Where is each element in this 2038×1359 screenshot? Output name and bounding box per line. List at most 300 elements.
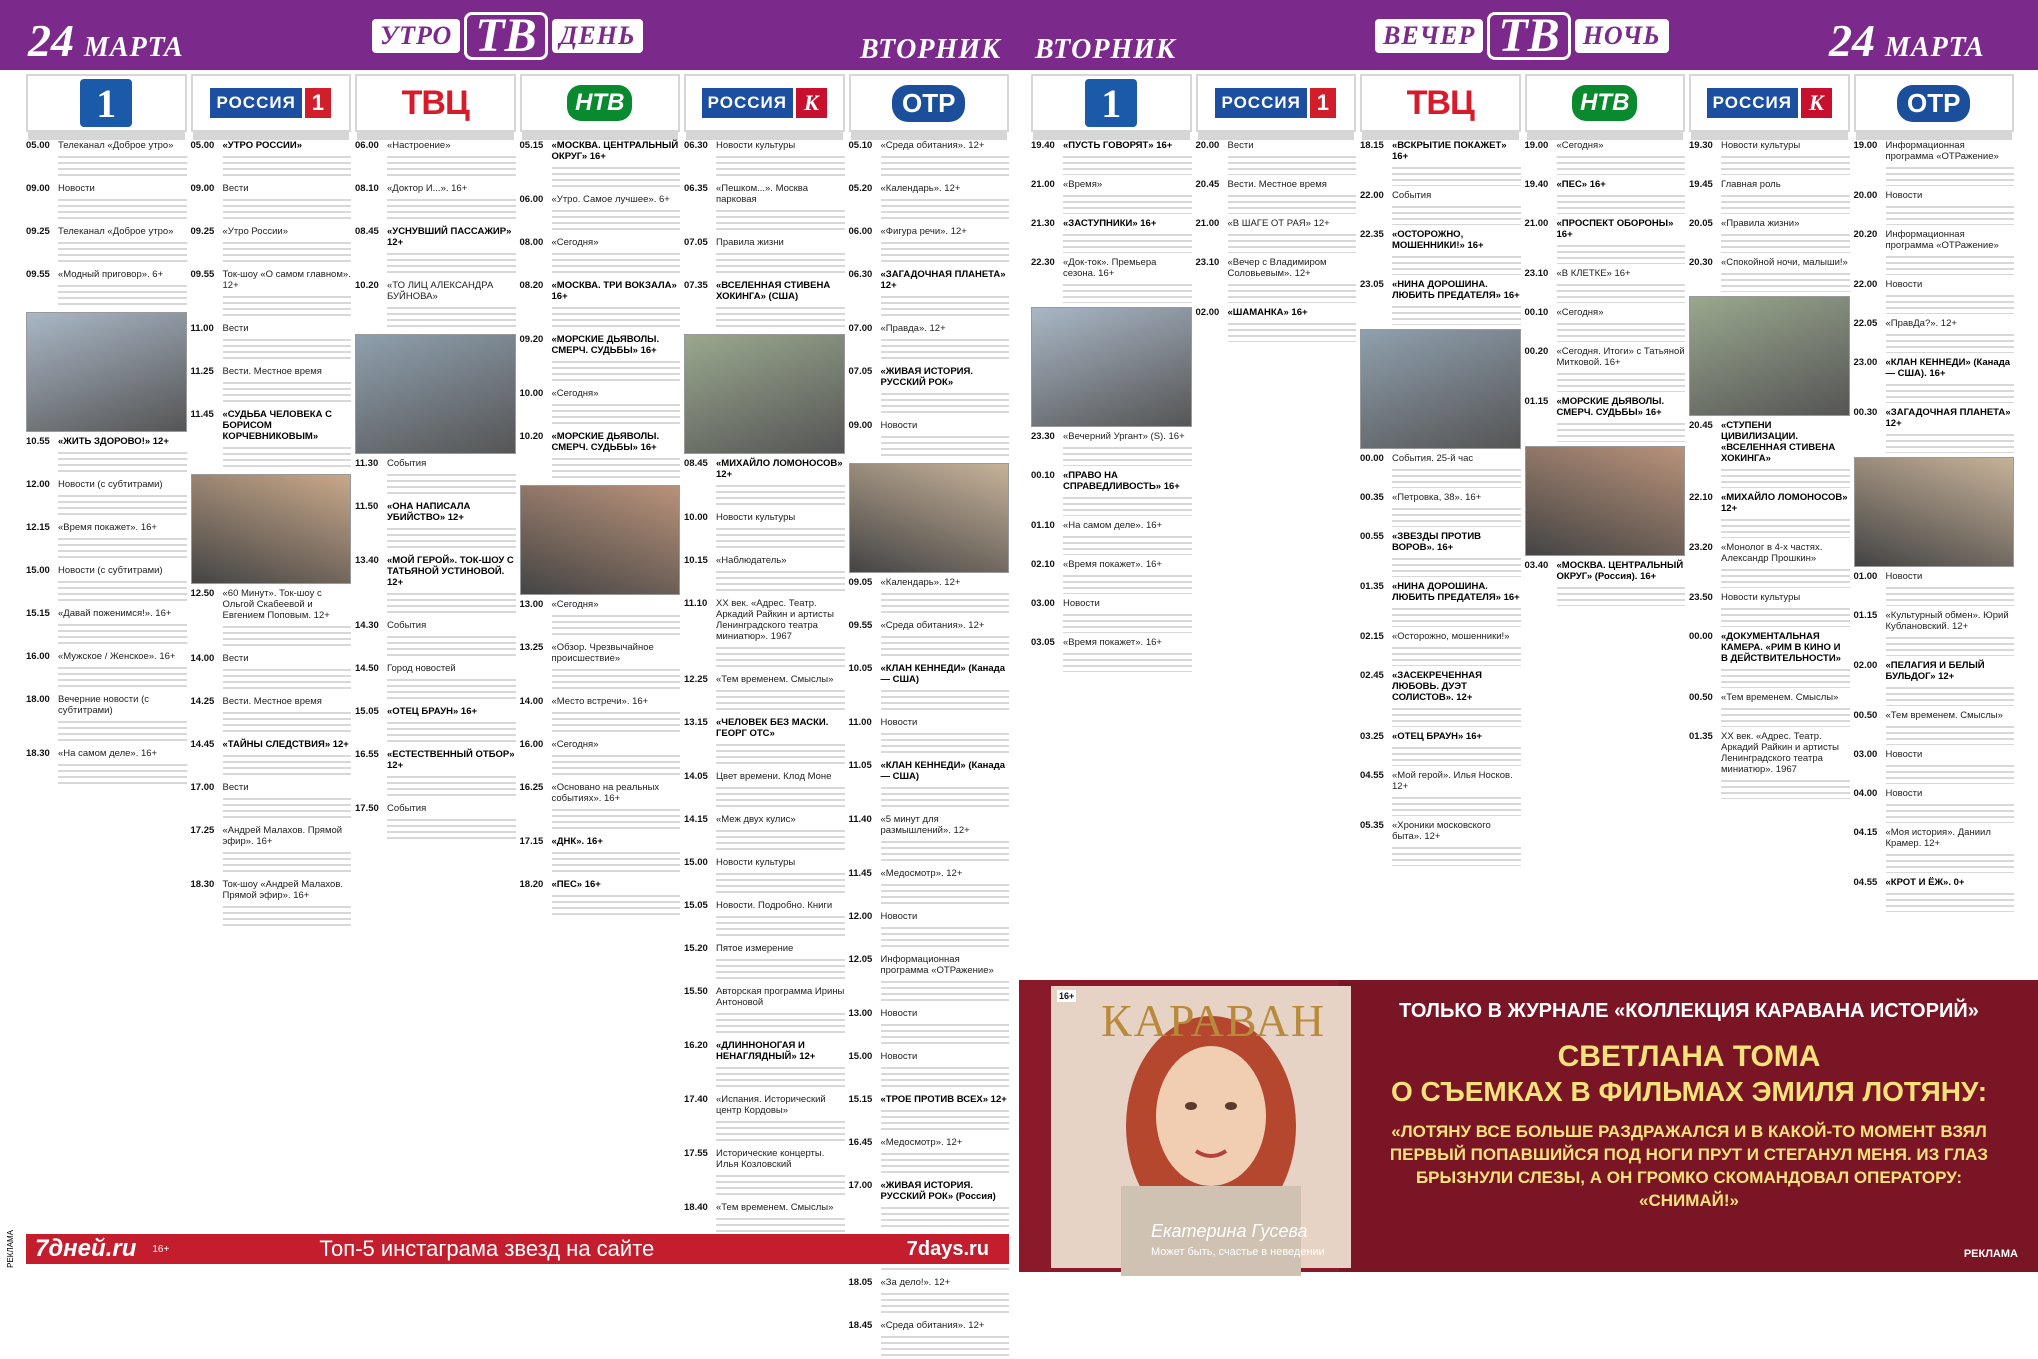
left-page [0, 0, 1019, 1331]
programme-photo [1525, 446, 1686, 556]
schedule-item[interactable] [684, 512, 845, 523]
schedule-time: 17.00 [190, 782, 215, 793]
schedule-title: «ПРОСПЕКТ ОБОРОНЫ» 16+ [1556, 218, 1674, 240]
schedule-item[interactable] [684, 1202, 845, 1213]
description-block [881, 838, 1010, 864]
schedule-time: 05.15 [519, 140, 544, 151]
channel-logo-rossiya1 [191, 74, 352, 132]
schedule-item[interactable] [355, 803, 516, 814]
schedule-time: 11.30 [355, 458, 379, 469]
description-block [58, 492, 187, 518]
schedule-item[interactable] [191, 588, 352, 621]
schedule-item[interactable] [26, 226, 187, 237]
description-block [1557, 420, 1686, 442]
schedule-item[interactable] [1854, 610, 2015, 632]
schedule-item[interactable] [191, 825, 352, 847]
rossiyak-logo-icon: РОССИЯ К [702, 88, 827, 118]
schedule-item[interactable] [520, 879, 681, 890]
schedule-item[interactable] [355, 706, 516, 717]
schedule-title: Новости культуры [716, 140, 796, 151]
schedule-time: 02.10 [1031, 559, 1055, 570]
programme-photo [26, 312, 187, 432]
schedule-time: 06.30 [848, 269, 873, 280]
schedule-item[interactable] [520, 642, 681, 664]
schedule-time: 18.45 [848, 1320, 873, 1331]
schedule-item[interactable] [191, 366, 352, 377]
description-block [552, 304, 681, 330]
schedule-item[interactable] [26, 140, 187, 151]
description-block [1392, 794, 1521, 816]
schedule-time: 00.35 [1360, 492, 1384, 503]
schedule-item[interactable] [1689, 731, 1850, 775]
schedule-item[interactable] [684, 1148, 845, 1170]
schedule-item[interactable] [684, 555, 845, 566]
footer-url[interactable]: 7days.ru [906, 1237, 989, 1260]
description-block [223, 379, 352, 405]
schedule-item[interactable] [1196, 307, 1357, 318]
description-block [58, 282, 187, 308]
schedule-item[interactable] [1360, 631, 1521, 642]
schedule-time: 13.00 [848, 1008, 873, 1019]
schedule-item[interactable] [355, 555, 516, 588]
schedule-item[interactable] [1360, 820, 1521, 842]
schedule-item[interactable] [1689, 542, 1850, 564]
schedule-item[interactable] [1689, 140, 1850, 151]
schedule-item[interactable] [1854, 407, 2015, 429]
description-block [1392, 555, 1521, 577]
schedule-item[interactable] [520, 836, 681, 847]
schedule-item[interactable] [1360, 279, 1521, 301]
schedule-item[interactable] [1854, 660, 2015, 682]
channel-logo-otr [1854, 74, 2015, 132]
schedule-item[interactable] [1360, 731, 1521, 742]
schedule-item[interactable] [1525, 218, 1686, 240]
schedule-time: 08.00 [519, 237, 544, 248]
description-block [1557, 242, 1686, 264]
description-block [1886, 851, 2015, 873]
schedule-title: Новости [58, 183, 95, 194]
description-block [1886, 203, 2015, 225]
schedule-item[interactable] [26, 748, 187, 759]
schedule-title: «ЗАСТУПНИКИ» 16+ [1063, 218, 1157, 229]
schedule-title: «ШАМАНКА» 16+ [1227, 307, 1308, 318]
schedule-title: «Сегодня» [551, 739, 599, 750]
ntv-logo-icon: НТВ [567, 85, 632, 121]
schedule-item[interactable] [849, 663, 1010, 685]
schedule-item[interactable] [1360, 453, 1521, 464]
schedule-time: 05.00 [190, 140, 215, 151]
schedule-item[interactable] [1854, 318, 2015, 329]
description-block [1557, 153, 1686, 175]
schedule-item[interactable] [1196, 179, 1357, 190]
schedule-title: «Давай поженимся!». 16+ [58, 608, 172, 619]
schedule-item[interactable] [684, 986, 845, 1008]
schedule-item[interactable] [1360, 670, 1521, 703]
schedule-title: «ОНА НАПИСАЛА УБИЙСТВО» 12+ [387, 501, 471, 523]
schedule-item[interactable] [1525, 560, 1686, 582]
description-block [223, 196, 352, 222]
schedule-item[interactable] [26, 183, 187, 194]
schedule-time: 12.00 [26, 479, 50, 490]
schedule-item[interactable] [684, 183, 845, 205]
schedule-title: «Модный приговор». 6+ [58, 269, 164, 280]
schedule-title: Вести. Местное время [222, 696, 322, 707]
programme-photo [1360, 329, 1521, 449]
schedule-title: «Правила жизни» [1721, 218, 1800, 229]
schedule-item[interactable] [1031, 559, 1192, 570]
description-block [881, 633, 1010, 659]
schedule-item[interactable] [1031, 431, 1192, 442]
schedule-time: 10.55 [26, 436, 50, 447]
schedule-item[interactable] [849, 577, 1010, 588]
schedule-item[interactable] [684, 598, 845, 642]
description-block [881, 1333, 1010, 1359]
channel-logo-tvc [1360, 74, 1521, 132]
schedule-item[interactable] [1854, 279, 2015, 290]
description-block [881, 1204, 1010, 1230]
schedule-column [26, 140, 187, 1210]
schedule-title: «Медосмотр». 12+ [880, 1137, 963, 1148]
schedule-title: «Меж двух кулис» [716, 814, 796, 825]
schedule-item[interactable] [1854, 749, 2015, 760]
schedule-column [1854, 140, 2015, 970]
schedule-item[interactable] [849, 1137, 1010, 1148]
channel-logo-ntv [520, 74, 681, 132]
schedule-time: 00.00 [1360, 453, 1384, 464]
schedule-item[interactable] [191, 653, 352, 664]
schedule-item[interactable] [1031, 520, 1192, 531]
schedule-time: 15.00 [26, 565, 50, 576]
schedule-item[interactable] [520, 782, 681, 804]
schedule-item[interactable] [1031, 218, 1192, 229]
schedule-item[interactable] [520, 739, 681, 750]
schedule-item[interactable] [520, 237, 681, 248]
description-block [881, 1150, 1010, 1176]
schedule-item[interactable] [520, 696, 681, 707]
schedule-item[interactable] [849, 1320, 1010, 1331]
description-block [716, 827, 845, 853]
schedule-item[interactable] [684, 1040, 845, 1062]
programme-photo [1031, 307, 1192, 427]
schedule-item[interactable] [520, 431, 681, 453]
schedule-title: Новости [880, 1051, 918, 1062]
description-block [1228, 281, 1357, 303]
schedule-item[interactable] [684, 717, 845, 739]
schedule-item[interactable] [1360, 531, 1521, 553]
schedule-item[interactable] [1360, 190, 1521, 201]
schedule-item[interactable] [849, 717, 1010, 728]
schedule-title: «ПравДа?». 12+ [1885, 318, 1957, 329]
schedule-item[interactable] [684, 458, 845, 480]
schedule-time: 01.15 [1853, 610, 1878, 621]
schedule-item[interactable] [684, 237, 845, 248]
schedule-title: «ЖИТЬ ЗДОРОВО!» 12+ [58, 436, 169, 447]
description-block [387, 153, 516, 179]
schedule-item[interactable] [191, 696, 352, 707]
description-block [223, 849, 352, 875]
description-block [1228, 192, 1357, 214]
schedule-item[interactable] [684, 857, 845, 868]
schedule-item[interactable] [26, 436, 187, 447]
description-block [387, 773, 516, 799]
schedule-time: 23.50 [1689, 592, 1713, 603]
schedule-title: Новости культуры [1721, 140, 1801, 151]
schedule-item[interactable] [849, 1094, 1010, 1105]
schedule-title: Главная роль [1721, 179, 1781, 190]
schedule-item[interactable] [1689, 631, 1850, 664]
schedule-title: «ОСТОРОЖНО, МОШЕННИКИ!» 16+ [1392, 229, 1484, 251]
schedule-title: «ПЕЛАГИЯ И БЕЛЫЙ БУЛЬДОГ» 12+ [1885, 660, 1985, 682]
schedule-time: 09.55 [190, 269, 215, 280]
schedule-time: 11.45 [190, 409, 214, 420]
schedule-item[interactable] [1689, 692, 1850, 703]
description-block [1721, 466, 1850, 488]
schedule-item[interactable] [520, 280, 681, 302]
schedule-item[interactable] [1196, 257, 1357, 279]
schedule-time: 11.50 [355, 501, 379, 512]
schedule-item[interactable] [191, 782, 352, 793]
description-block [881, 881, 1010, 907]
schedule-item[interactable] [1196, 218, 1357, 229]
schedule-item[interactable] [355, 140, 516, 151]
schedule-item[interactable] [355, 226, 516, 248]
schedule-item[interactable] [684, 771, 845, 782]
description-block [1063, 153, 1192, 175]
schedule-time: 09.55 [848, 620, 873, 631]
description-block [1721, 566, 1850, 588]
schedule-item[interactable] [355, 183, 516, 194]
schedule-time: 11.40 [848, 814, 872, 825]
schedule-title: «Хроники московского быта». 12+ [1392, 820, 1491, 842]
schedule-item[interactable] [1525, 140, 1686, 151]
schedule-title: «Среда обитания». 12+ [880, 1320, 985, 1331]
schedule-title: «Мужское / Женское». 16+ [58, 651, 176, 662]
schedule-item[interactable] [1360, 492, 1521, 503]
schedule-item[interactable] [1854, 140, 2015, 162]
schedule-item[interactable] [26, 522, 187, 533]
schedule-item[interactable] [849, 868, 1010, 879]
description-block [552, 892, 681, 918]
schedule-item[interactable] [1525, 346, 1686, 368]
schedule-title: События [387, 620, 427, 631]
schedule-item[interactable] [849, 620, 1010, 631]
schedule-title: «ТАЙНЫ СЛЕДСТВИЯ» 12+ [222, 739, 349, 750]
schedule-item[interactable] [26, 269, 187, 280]
schedule-item[interactable] [1854, 710, 2015, 721]
schedule-item[interactable] [849, 954, 1010, 976]
schedule-item[interactable] [355, 458, 516, 469]
schedule-title: «Наблюдатель» [716, 555, 787, 566]
schedule-item[interactable] [355, 620, 516, 631]
schedule-item[interactable] [355, 663, 516, 674]
description-block [1063, 231, 1192, 253]
schedule-item[interactable] [26, 694, 187, 716]
schedule-item[interactable] [191, 269, 352, 291]
schedule-item[interactable] [1360, 581, 1521, 603]
schedule-title: Новости [880, 1008, 918, 1019]
schedule-item[interactable] [1360, 229, 1521, 251]
perviy-logo-icon: 1 [1085, 79, 1137, 127]
schedule-item[interactable] [684, 674, 845, 685]
schedule-item[interactable] [684, 943, 845, 954]
description-block [387, 719, 516, 745]
schedule-item[interactable] [191, 879, 352, 901]
schedule-item[interactable] [26, 479, 187, 490]
schedule-item[interactable] [1031, 598, 1192, 609]
schedule-time: 19.40 [1031, 140, 1055, 151]
schedule-item[interactable] [849, 366, 1010, 388]
schedule-item[interactable] [191, 183, 352, 194]
schedule-item[interactable] [1031, 179, 1192, 190]
schedule-item[interactable] [1689, 179, 1850, 190]
schedule-item[interactable] [849, 814, 1010, 836]
schedule-item[interactable] [684, 900, 845, 911]
schedule-item[interactable] [520, 194, 681, 205]
schedule-item[interactable] [355, 749, 516, 771]
schedule-item[interactable] [849, 760, 1010, 782]
schedule-item[interactable] [520, 140, 681, 162]
schedule-item[interactable] [191, 409, 352, 442]
schedule-column [1689, 140, 1850, 970]
description-block [1063, 494, 1192, 516]
schedule-item[interactable] [1689, 420, 1850, 464]
schedule-time: 14.15 [684, 814, 708, 825]
schedule-item[interactable] [520, 599, 681, 610]
description-block [1721, 192, 1850, 214]
schedule-item[interactable] [849, 323, 1010, 334]
left-channel-row [26, 74, 1009, 132]
schedule-time: 09.25 [26, 226, 50, 237]
schedule-item[interactable] [849, 1180, 1010, 1202]
schedule-item[interactable] [849, 1008, 1010, 1019]
schedule-item[interactable] [849, 140, 1010, 151]
schedule-item[interactable] [849, 911, 1010, 922]
schedule-title: «Утро. Самое лучшее». 6+ [551, 194, 670, 205]
schedule-item[interactable] [849, 226, 1010, 237]
schedule-item[interactable] [1196, 140, 1357, 151]
schedule-title: Новости [880, 911, 918, 922]
schedule-title: «5 минут для размышлений». 12+ [880, 814, 970, 836]
schedule-item[interactable] [1031, 140, 1192, 151]
schedule-item[interactable] [1360, 770, 1521, 792]
schedule-title: Вести [222, 323, 249, 334]
schedule-title: Ток-шоу «Андрей Малахов. Прямой эфир». 16+ [222, 879, 344, 901]
schedule-item[interactable] [1854, 357, 2015, 379]
schedule-title: «ДОКУМЕНТАЛЬНАЯ КАМЕРА. «РИМ В КИНО И В ДЕЙСТВИТЕЛЬНОСТИ» [1721, 631, 1841, 664]
schedule-item[interactable] [1689, 257, 1850, 268]
schedule-item[interactable] [849, 1051, 1010, 1062]
ntv-logo-icon: НТВ [1572, 85, 1637, 121]
schedule-title: «ЗВЕЗДЫ ПРОТИВ ВОРОВ». 16+ [1392, 531, 1482, 553]
schedule-title: Новости культуры [716, 857, 796, 868]
description-block [881, 1290, 1010, 1316]
schedule-item[interactable] [26, 565, 187, 576]
schedule-item[interactable] [1031, 470, 1192, 492]
schedule-item[interactable] [1525, 396, 1686, 418]
description-block [1886, 801, 2015, 823]
caravan-ad[interactable] [1019, 980, 2038, 1272]
schedule-item[interactable] [1854, 571, 2015, 582]
schedule-title: «Док-ток». Премьера сезона. 16+ [1063, 257, 1157, 279]
schedule-item[interactable] [849, 183, 1010, 194]
schedule-item[interactable] [520, 334, 681, 356]
rossiya1-logo-icon: РОССИЯ 1 [1215, 88, 1336, 118]
schedule-item[interactable] [191, 140, 352, 151]
left-header-bar [0, 0, 1019, 70]
schedule-item[interactable] [1360, 140, 1521, 162]
schedule-item[interactable] [1689, 492, 1850, 514]
description-block [58, 578, 187, 604]
schedule-time: 00.30 [1853, 407, 1878, 418]
schedule-item[interactable] [684, 1094, 845, 1116]
schedule-item[interactable] [1031, 637, 1192, 648]
left-date [28, 14, 184, 67]
schedule-item[interactable] [1854, 827, 2015, 849]
schedule-item[interactable] [1689, 218, 1850, 229]
schedule-item[interactable] [1854, 788, 2015, 799]
schedule-title: «ДЛИННОНОГАЯ И НЕНАГЛЯДНЫЙ» 12+ [716, 1040, 816, 1062]
schedule-item[interactable] [355, 280, 516, 302]
schedule-item[interactable] [191, 226, 352, 237]
schedule-time: 16.55 [355, 749, 379, 760]
magazine-cover[interactable] [1051, 986, 1351, 1268]
schedule-item[interactable] [1854, 190, 2015, 201]
schedule-title: «ЗАГАДОЧНАЯ ПЛАНЕТА» 12+ [1885, 407, 2011, 429]
schedule-time: 11.45 [848, 868, 872, 879]
schedule-item[interactable] [849, 1277, 1010, 1288]
schedule-item[interactable] [26, 651, 187, 662]
left-date-day: 24 [28, 15, 74, 66]
schedule-time: 15.20 [684, 943, 708, 954]
schedule-title: «Календарь». 12+ [880, 577, 961, 588]
description-block [1557, 281, 1686, 303]
programme-photo [684, 334, 845, 454]
programme-photo [355, 334, 516, 454]
schedule-item[interactable] [26, 608, 187, 619]
schedule-item[interactable] [684, 140, 845, 151]
tvc-logo-icon: ТВЦ [1406, 83, 1474, 122]
description-block [881, 1021, 1010, 1047]
schedule-item[interactable] [191, 323, 352, 334]
schedule-item[interactable] [1525, 307, 1686, 318]
schedule-item[interactable] [1854, 877, 2015, 888]
schedule-item[interactable] [684, 280, 845, 302]
schedule-title: Вести. Местное время [1227, 179, 1327, 190]
schedule-item[interactable] [684, 814, 845, 825]
schedule-item[interactable] [849, 420, 1010, 431]
schedule-item[interactable] [1689, 592, 1850, 603]
schedule-item[interactable] [191, 739, 352, 750]
programme-photo [191, 474, 352, 584]
schedule-item[interactable] [849, 269, 1010, 291]
schedule-item[interactable] [1031, 257, 1192, 279]
schedule-title: «ПРАВО НА СПРАВЕДЛИВОСТЬ» 16+ [1063, 470, 1180, 492]
left-footer-banner[interactable] [6, 1230, 1009, 1268]
description-block [1557, 370, 1686, 392]
right-channel-row [1031, 74, 2014, 132]
schedule-item[interactable] [1525, 268, 1686, 279]
description-block [58, 718, 187, 744]
schedule-item[interactable] [1854, 229, 2015, 251]
description-block [58, 621, 187, 647]
schedule-title: ХХ век. «Адрес. Театр. Аркадий Райкин и артисты Ленинградского театра миниатюр». 1967 [1721, 731, 1839, 775]
schedule-time: 02.00 [1853, 660, 1878, 671]
schedule-item[interactable] [520, 388, 681, 399]
schedule-item[interactable] [1525, 179, 1686, 190]
schedule-item[interactable] [355, 501, 516, 523]
schedule-time: 17.15 [519, 836, 544, 847]
schedule-title: Новости культуры [1721, 592, 1801, 603]
